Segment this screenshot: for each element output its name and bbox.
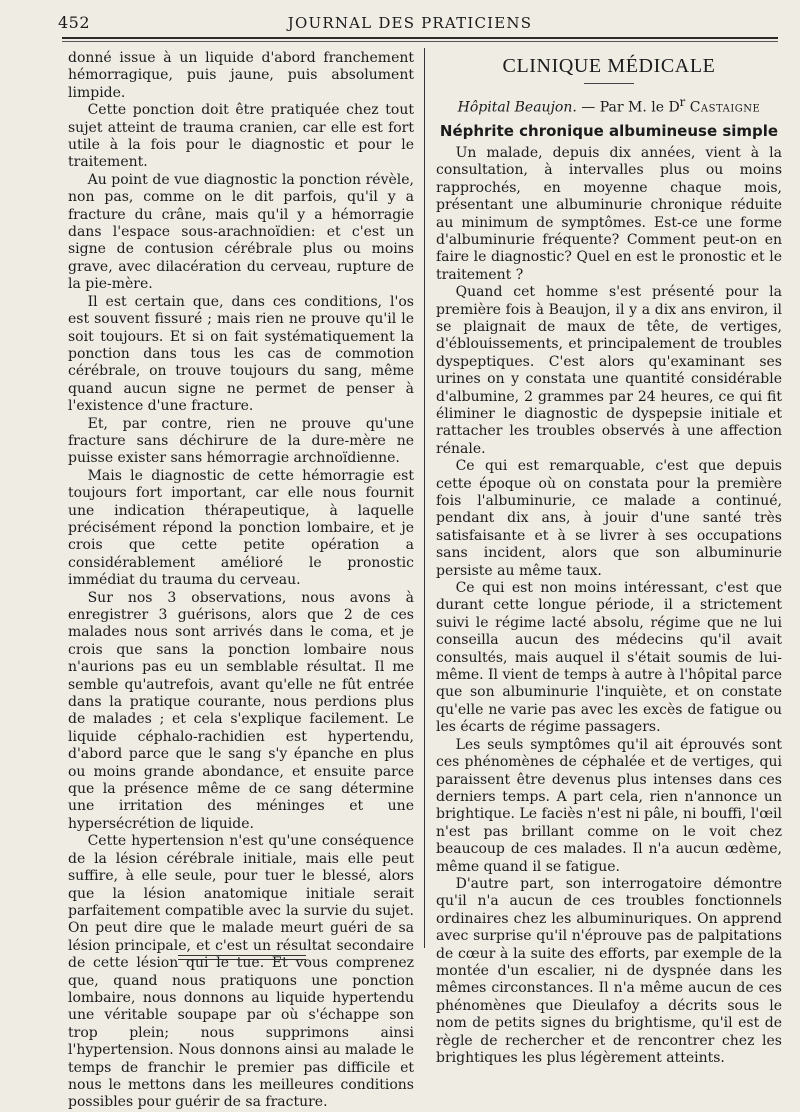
- article-title: Néphrite chronique albumineuse simple: [439, 122, 779, 141]
- paragraph: Il est certain que, dans ces conditions, l'os est souvent fissuré ; mais rien ne prouve qu'il le soit toujours. Et si on fait systématiquement la ponction dans tous les cas de commotion cérébrale, on trouve toujours du sang, même quand aucun signe ne permet de penser à l'existence d'une fracture.: [68, 293, 414, 415]
- byline: [436, 94, 782, 117]
- paragraph: Mais le diagnostic de cette hémorragie est toujours fort important, car elle nous fournit une indication thérapeutique, à laquelle précisément répond la ponction lombaire, et je crois que cette petite opération a considérablement amélioré le pronostic immédiat du trauma du cerveau.: [68, 467, 414, 589]
- paragraph: Ce qui est remarquable, c'est que depuis cette époque où on constata pour la première fois l'albuminurie, ce malade a continué, pendant dix ans, à jouir d'une santé très satisfaisante et à se livrer à ses occupations sans incident, alors que son albuminurie persiste au même taux.: [436, 458, 782, 579]
- byline-sup: r: [679, 95, 686, 110]
- end-rule: [178, 955, 306, 956]
- paragraph: donné issue à un liquide d'abord franchement hémorragique, puis jaune, puis absolument limpide.: [68, 50, 414, 101]
- title-rule: [584, 83, 634, 84]
- paragraph: Cette ponction doit être pratiquée chez tout sujet atteint de trauma cranien, car elle est fort utile à la fois pour le diagnostic et pour le traitement.: [68, 102, 414, 171]
- page-header: [56, 10, 764, 34]
- header-rule: [62, 37, 778, 39]
- page-number: 452: [58, 13, 91, 32]
- paragraph: D'autre part, son interrogatoire démontre qu'il n'a aucun de ces troubles fonctionnels ordinaires chez les albuminuriques. On apprend avec surprise qu'il n'éprouve pas de palpitations de cœur à la suite des efforts, par exemple de la montée d'un escalier, ni de dyspnée dans les mêmes circonstances. Il n'a même aucun de ces phénomènes que Dieulafoy a décrits sous le nom de petits signes du brightisme, qu'il est de règle de rechercher et de rencontrer chez les brightiques les plus légèrement atteints.: [436, 875, 782, 1066]
- paragraph: Et, par contre, rien ne prouve qu'une fracture sans déchirure de la dure-mère ne puisse exister sans hémorragie archnoïdienne.: [68, 415, 414, 467]
- journal-title: JOURNAL DES PRATICIENS: [287, 14, 533, 32]
- end-rule-double: [178, 959, 306, 960]
- paragraph: Les seuls symptômes qu'il ait éprouvés sont ces phénomènes de céphalée et de vertiges, qui paraissent être devenus plus intenses dans ces derniers temps. A part cela, rien n'annonce un brightique. Le faciès n'est ni pâle, ni bouffi, l'œil n'est pas brillant comme on le voit chez beaucoup de ces malades. Il n'a aucun œdème, même quand il se fatigue.: [436, 736, 782, 875]
- left-column: [68, 50, 414, 1112]
- byline-dash: — Par M. le D: [576, 100, 680, 117]
- right-column: [436, 55, 782, 1067]
- paragraph: Quand cet homme s'est présenté pour la première fois à Beaujon, il y a dix ans environ, il se plaignait de maux de tête, de vertiges, d'éblouissements, et principalement de troubles dyspeptiques. C'est alors qu'examinant ses urines on y constata une quantité considérable d'albumine, 2 grammes par 24 heures, ce qui fit éliminer le diagnostic de dyspepsie initiale et rattacher les troubles observés à une affection rénale.: [436, 284, 782, 457]
- byline-hospital: Hôpital Beaujon.: [457, 100, 577, 117]
- paragraph: Cette hypertension n'est qu'une conséquence de la lésion cérébrale initiale, mais elle peut suffire, à elle seule, pour tuer le blessé, alors que la lésion anatomique initiale serait parfaitement compatible avec la survie du sujet. On peut dire que le malade meurt guéri de sa lésion principale, et c'est un résultat secondaire de cette lésion qui le tue. Et vous comprenez que, quand nous pratiquons une ponction lombaire, nous donnons au liquide hypertendu une véritable soupape par où s'échappe son trop plein; nous supprimons ainsi l'hypertension. Nous donnons ainsi au malade le temps de franchir le premier pas difficile et nous le mettons dans les meilleures conditions possibles pour guérir de sa fracture.: [68, 833, 414, 1111]
- paragraph: Au point de vue diagnostic la ponction révèle, non pas, comme on le dit parfois, qu'il y a fracture du crâne, mais qu'il y a hémorragie dans l'espace sous-arachnoïdien: et c'est un signe de contusion cérébrale plus ou moins grave, avec dilacération du cerveau, rupture de la pie-mère.: [68, 171, 414, 293]
- paragraph: Un malade, depuis dix années, vient à la consultation, à intervalles plus ou moins rapprochés, en moyenne chaque mois, présentant une albuminurie chronique réduite au minimum de symptômes. Est-ce une forme d'albuminurie fréquente? Comment peut-on en faire le diagnostic? Quel en est le pronostic et le traitement ?: [436, 144, 782, 283]
- section-title: CLINIQUE MÉDICALE: [502, 55, 716, 77]
- paragraph: Sur nos 3 observations, nous avons à enregistrer 3 guérisons, alors que 2 de ces malades nous sont arrivés dans le coma, et je crois que sans la ponction lombaire nous n'aurions pas eu un semblable résultat. Il me semble qu'autrefois, avant qu'elle ne fût entrée dans la pratique courante, nous perdions plus de malades ; et cela s'explique facilement. Le liquide céphalo-rachidien est hypertendu, d'abord parce que le sang s'y épanche en plus ou moins grande abondance, et ensuite parce que la présence même de ce sang détermine une irritation des méninges et une hypersécrétion de liquide.: [68, 589, 414, 832]
- column-divider: [424, 48, 425, 948]
- paragraph: Ce qui est non moins intéressant, c'est que durant cette longue période, il a strictement suivi le régime lacté absolu, régime que ne lui conseilla aucun des médecins qu'il avait consultés, mais auquel il s'était soumis de lui-même. Il vient de temps à autre à l'hôpital parce que son albuminurie l'inquiète, et on constate qu'elle ne varie pas avec les excès de fatigue ou les écarts de régime passagers.: [436, 580, 782, 736]
- byline-author: Castaigne: [689, 100, 761, 117]
- header-rule-thin: [62, 41, 778, 42]
